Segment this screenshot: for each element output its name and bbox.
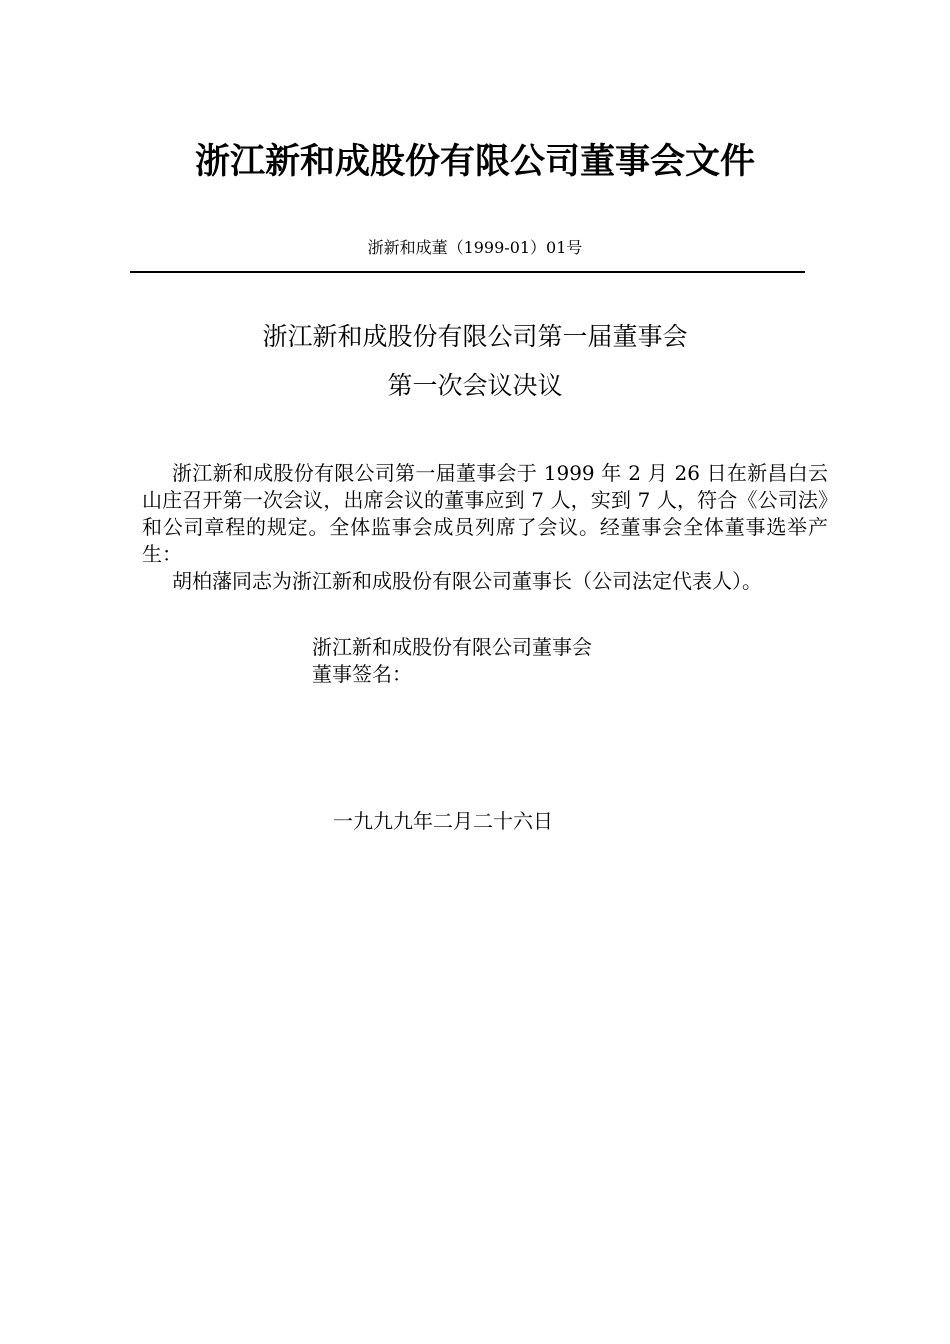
resolution-title-line2: 第一次会议决议 (387, 371, 563, 400)
document-date: 一九九九年二月二十六日 (333, 809, 553, 833)
header-divider (130, 271, 805, 273)
signature-label: 董事签名： (312, 662, 412, 686)
signature-block (312, 634, 592, 688)
document-number: 浙新和成董（1999-01）01号 (367, 238, 583, 257)
resolution-body (142, 460, 828, 595)
document-header-title: 浙江新和成股份有限公司董事会文件 (194, 142, 755, 182)
body-paragraph-meeting: 浙江新和成股份有限公司第一届董事会于 1999 年 2 月 26 日在新昌白云山庄召开第一次会议，出席会议的董事应到 7 人，实到 7 人，符合《公司法》和公司章程的规定。全体监事会成员列席了会议。经董事会全体董事选举产生： (142, 461, 828, 566)
signature-organization: 浙江新和成股份有限公司董事会 (312, 635, 592, 659)
resolution-title-line1: 浙江新和成股份有限公司第一届董事会 (262, 322, 688, 351)
body-paragraph-election: 胡柏藩同志为浙江新和成股份有限公司董事长（公司法定代表人）。 (172, 569, 762, 593)
